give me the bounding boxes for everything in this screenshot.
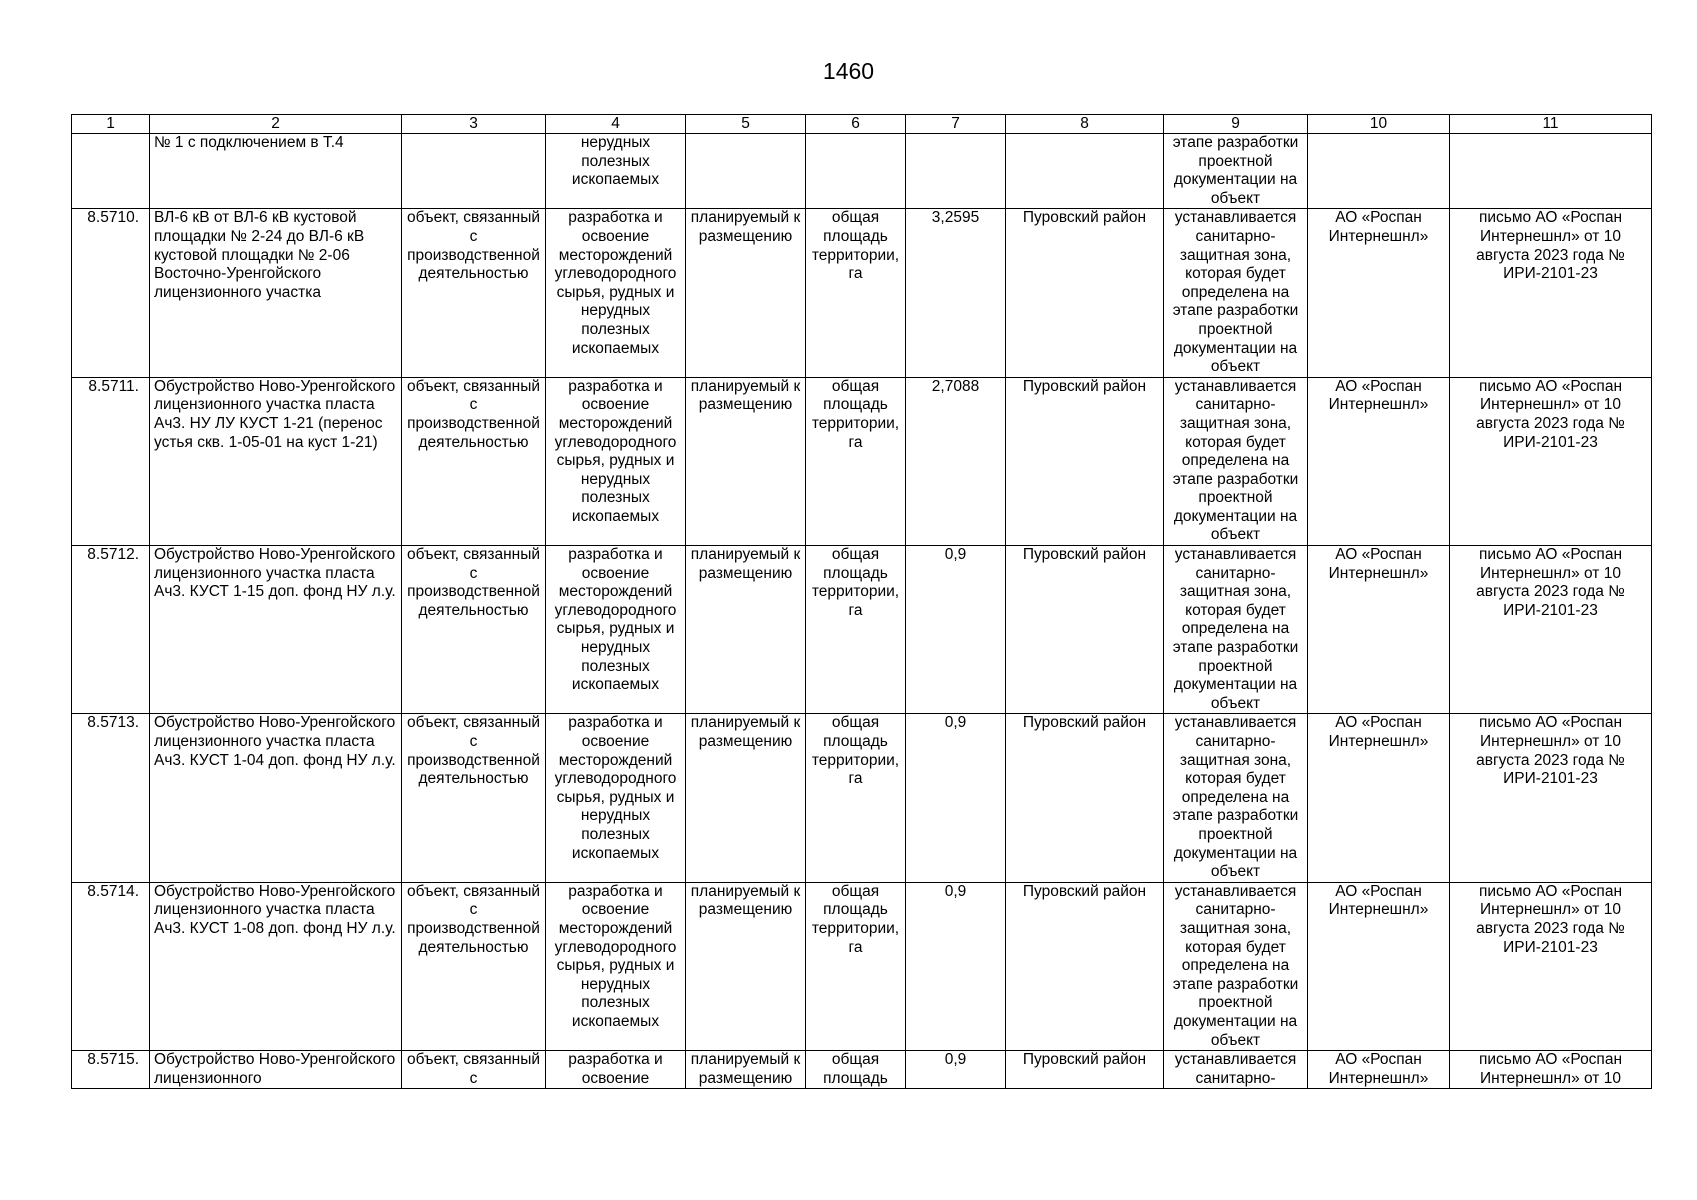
table-row [72, 882, 1652, 1050]
cell-zone: устанавливается санитарно-защитная зона, которая будет определена на этапе разработки проектной документации на объект [1164, 546, 1308, 714]
cell-purpose: разработка и освоение месторождений углеводородного сырья, рудных и нерудных полезных ископаемых [546, 546, 686, 714]
column-header: 6 [806, 115, 906, 134]
continuation-row [72, 134, 1652, 209]
cell-location: Пуровский район [1006, 882, 1164, 1050]
cell-status: планируемый к размещению [686, 882, 806, 1050]
cell-status [686, 134, 806, 209]
cell-basis: письмо АО «Роспан Интернешнл» от 10 августа 2023 года № ИРИ-2101-23 [1450, 546, 1652, 714]
column-header: 10 [1308, 115, 1450, 134]
cell-purpose: разработка и освоение месторождений углеводородного сырья, рудных и нерудных полезных ископаемых [546, 377, 686, 545]
cell-object-name: № 1 с подключением в Т.4 [150, 134, 402, 209]
cell-zone: устанавливается санитарно-защитная зона, которая будет определена на этапе разработки проектной документации на объект [1164, 882, 1308, 1050]
cell-location: Пуровский район [1006, 714, 1164, 882]
cell-location [1006, 134, 1164, 209]
cell-status: планируемый к размещению [686, 377, 806, 545]
cell-value: 0,9 [906, 714, 1006, 882]
cell-purpose: разработка и освоение месторождений углеводородного сырья, рудных и нерудных полезных ископаемых [546, 882, 686, 1050]
cell-location: Пуровский район [1006, 209, 1164, 377]
cell-characteristic: общая площадь территории, га [806, 377, 906, 545]
cell-characteristic: общая площадь территории, га [806, 209, 906, 377]
column-header: 8 [1006, 115, 1164, 134]
cell-object-type: объект, связанный с производственной деятельностью [402, 377, 546, 545]
page-number: 1460 [822, 58, 875, 84]
column-header: 7 [906, 115, 1006, 134]
cell-object-type: объект, связанный с производственной деятельностью [402, 546, 546, 714]
cell-number: 8.5711. [72, 377, 150, 545]
cell-zone: устанавливается санитарно-защитная зона, которая будет определена на этапе разработки проектной документации на объект [1164, 377, 1308, 545]
cell-object-name: Обустройство Ново-Уренгойского лицензионного [150, 1051, 402, 1089]
cell-organization: АО «Роспан Интернешнл» [1308, 882, 1450, 1050]
cell-value: 2,7088 [906, 377, 1006, 545]
cell-value: 0,9 [906, 882, 1006, 1050]
cell-basis: письмо АО «Роспан Интернешнл» от 10 августа 2023 года № ИРИ-2101-23 [1450, 209, 1652, 377]
cell-number: 8.5713. [72, 714, 150, 882]
cell-characteristic [806, 134, 906, 209]
cell-number: 8.5710. [72, 209, 150, 377]
column-header: 9 [1164, 115, 1308, 134]
cell-purpose: нерудных полезных ископаемых [546, 134, 686, 209]
cell-zone: устанавливается санитарно- [1164, 1051, 1308, 1089]
column-header: 11 [1450, 115, 1652, 134]
cell-number: 8.5712. [72, 546, 150, 714]
cell-basis: письмо АО «Роспан Интернешнл» от 10 августа 2023 года № ИРИ-2101-23 [1450, 882, 1652, 1050]
cell-status: планируемый к размещению [686, 546, 806, 714]
cell-organization: АО «Роспан Интернешнл» [1308, 1051, 1450, 1089]
cell-value: 0,9 [906, 1051, 1006, 1089]
table-row [72, 1051, 1652, 1089]
cell-object-name: Обустройство Ново-Уренгойского лицензионного участка пласта Ач3. КУСТ 1-08 доп. фонд НУ л.у. [150, 882, 402, 1050]
cell-value: 0,9 [906, 546, 1006, 714]
column-header: 3 [402, 115, 546, 134]
column-header: 4 [546, 115, 686, 134]
cell-object-name: Обустройство Ново-Уренгойского лицензионного участка пласта Ач3. КУСТ 1-15 доп. фонд НУ л.у. [150, 546, 402, 714]
cell-value: 3,2595 [906, 209, 1006, 377]
cell-basis: письмо АО «Роспан Интернешнл» от 10 [1450, 1051, 1652, 1089]
cell-object-name: ВЛ-6 кВ от ВЛ-6 кВ кустовой площадки № 2-24 до ВЛ-6 кВ кустовой площадки № 2-06 Восточно-Уренгойского лицензионного участка [150, 209, 402, 377]
cell-characteristic: общая площадь территории, га [806, 882, 906, 1050]
cell-location: Пуровский район [1006, 546, 1164, 714]
cell-characteristic: общая площадь [806, 1051, 906, 1089]
cell-purpose: разработка и освоение [546, 1051, 686, 1089]
cell-zone: устанавливается санитарно-защитная зона, которая будет определена на этапе разработки проектной документации на объект [1164, 714, 1308, 882]
table-row [72, 714, 1652, 882]
cell-location: Пуровский район [1006, 1051, 1164, 1089]
column-header: 1 [72, 115, 150, 134]
column-header: 5 [686, 115, 806, 134]
table-row [72, 209, 1652, 377]
cell-object-name: Обустройство Ново-Уренгойского лицензионного участка пласта Ач3. НУ ЛУ КУСТ 1-21 (перенос устья скв. 1-05-01 на куст 1-21) [150, 377, 402, 545]
cell-organization [1308, 134, 1450, 209]
cell-object-type: объект, связанный с производственной деятельностью [402, 209, 546, 377]
cell-object-name: Обустройство Ново-Уренгойского лицензионного участка пласта Ач3. КУСТ 1-04 доп. фонд НУ л.у. [150, 714, 402, 882]
cell-value [906, 134, 1006, 209]
cell-number: 8.5715. [72, 1051, 150, 1089]
cell-organization: АО «Роспан Интернешнл» [1308, 209, 1450, 377]
cell-location: Пуровский район [1006, 377, 1164, 545]
cell-status: планируемый к размещению [686, 714, 806, 882]
cell-object-type [402, 134, 546, 209]
cell-characteristic: общая площадь территории, га [806, 714, 906, 882]
cell-purpose: разработка и освоение месторождений углеводородного сырья, рудных и нерудных полезных ископаемых [546, 209, 686, 377]
cell-organization: АО «Роспан Интернешнл» [1308, 377, 1450, 545]
cell-basis [1450, 134, 1652, 209]
cell-number: 8.5714. [72, 882, 150, 1050]
column-number-row [72, 115, 1652, 134]
cell-status: планируемый к размещению [686, 209, 806, 377]
cell-basis: письмо АО «Роспан Интернешнл» от 10 августа 2023 года № ИРИ-2101-23 [1450, 714, 1652, 882]
cell-object-type: объект, связанный с производственной деятельностью [402, 714, 546, 882]
cell-zone: этапе разработки проектной документации на объект [1164, 134, 1308, 209]
cell-object-type: объект, связанный с производственной деятельностью [402, 882, 546, 1050]
cell-status: планируемый к размещению [686, 1051, 806, 1089]
register-table [71, 114, 1652, 1089]
cell-object-type: объект, связанный с [402, 1051, 546, 1089]
table-row [72, 546, 1652, 714]
cell-organization: АО «Роспан Интернешнл» [1308, 714, 1450, 882]
cell-number [72, 134, 150, 209]
cell-basis: письмо АО «Роспан Интернешнл» от 10 августа 2023 года № ИРИ-2101-23 [1450, 377, 1652, 545]
table-row [72, 377, 1652, 545]
cell-zone: устанавливается санитарно-защитная зона, которая будет определена на этапе разработки проектной документации на объект [1164, 209, 1308, 377]
column-header: 2 [150, 115, 402, 134]
cell-purpose: разработка и освоение месторождений углеводородного сырья, рудных и нерудных полезных ископаемых [546, 714, 686, 882]
cell-characteristic: общая площадь территории, га [806, 546, 906, 714]
cell-organization: АО «Роспан Интернешнл» [1308, 546, 1450, 714]
